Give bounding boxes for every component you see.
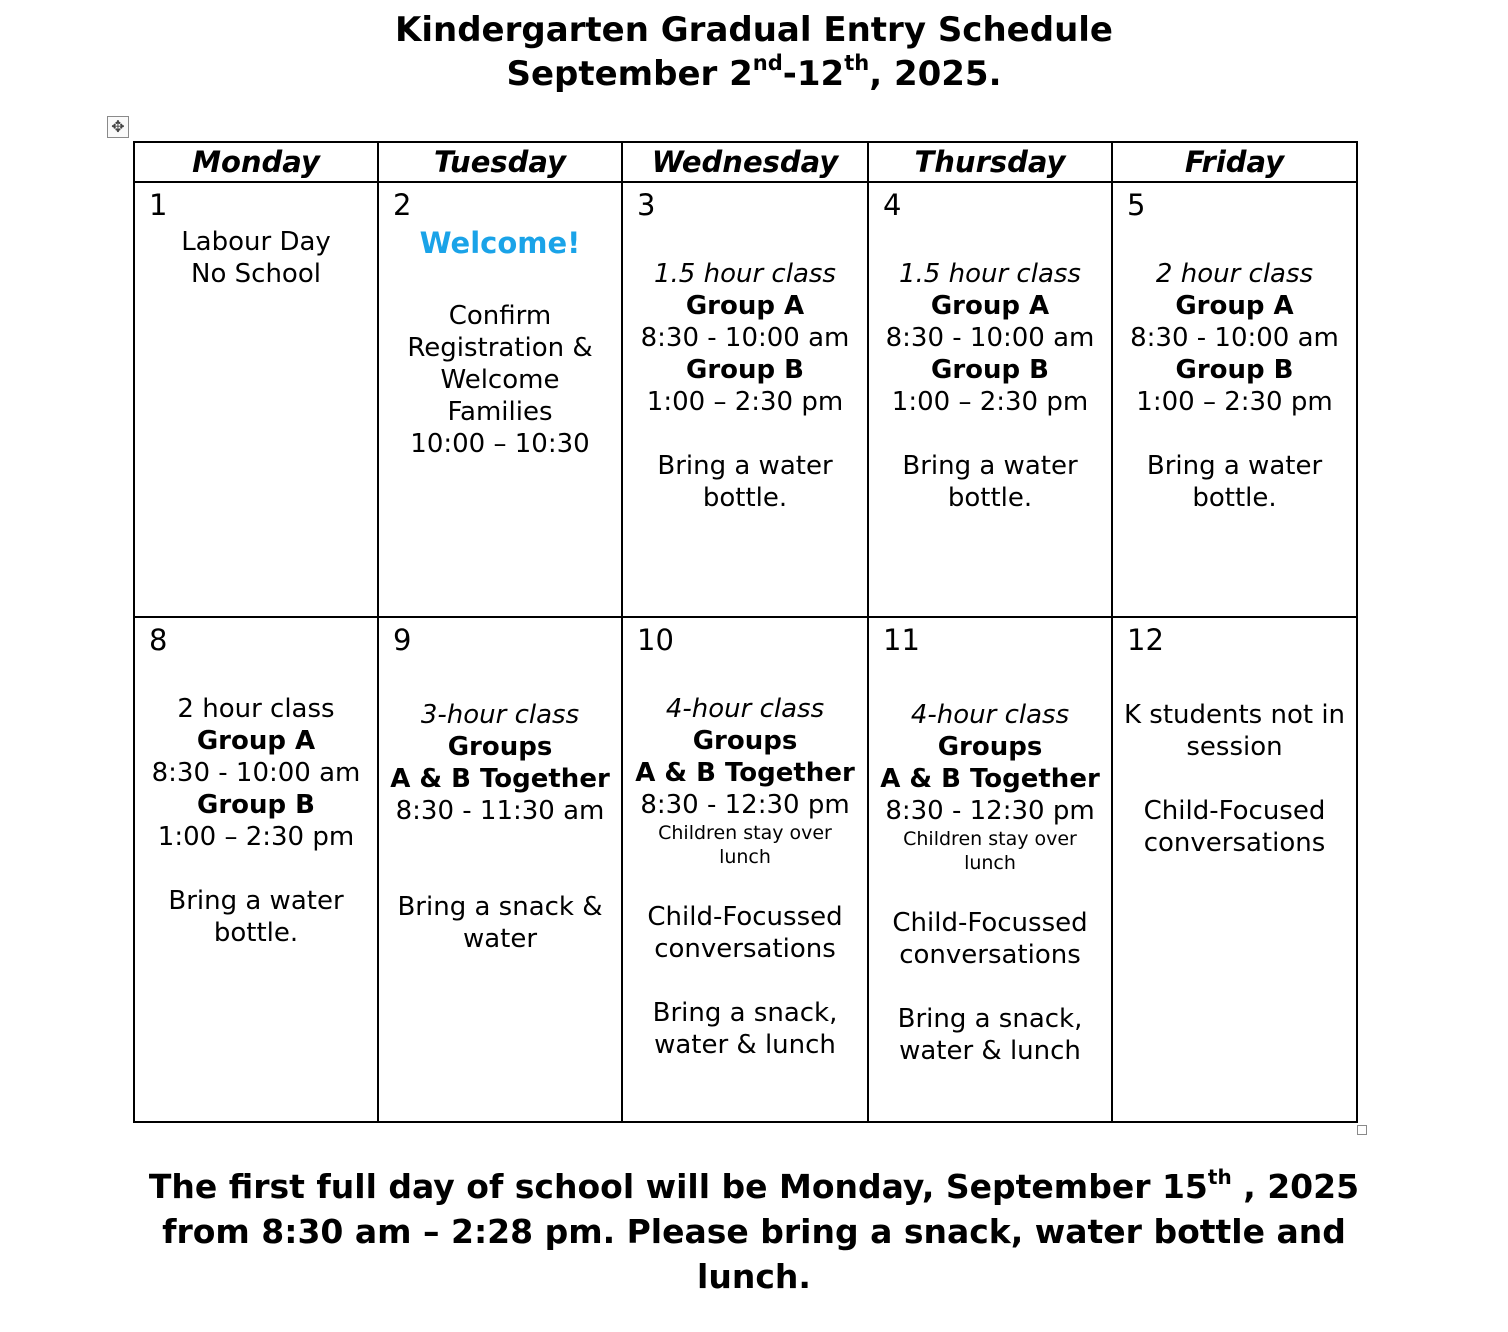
- weekday-header-row: [134, 142, 1357, 182]
- group-a-label: Group A: [685, 291, 805, 321]
- cell-sep-5: [1112, 182, 1357, 617]
- bring-note: Bring a snack,: [652, 998, 838, 1028]
- groups-together: A & B Together: [880, 764, 1100, 794]
- cell-sep-1: [134, 182, 378, 617]
- footer-note: [0, 1164, 1508, 1299]
- move-icon[interactable]: ✥: [107, 116, 129, 138]
- bring-note: water: [462, 924, 538, 954]
- day-number: 1: [149, 188, 168, 222]
- cell-sep-4: [868, 182, 1112, 617]
- group-a-label: Group A: [196, 726, 316, 756]
- resize-handle-icon[interactable]: [1357, 1125, 1367, 1135]
- class-length: 4-hour class: [910, 700, 1070, 730]
- group-a-time: 8:30 - 10:00 am: [151, 758, 361, 788]
- footer-year: , 2025: [1231, 1167, 1360, 1206]
- cell-sep-3: [622, 182, 868, 617]
- class-length: 2 hour class: [177, 694, 335, 724]
- title-line-1: Kindergarten Gradual Entry Schedule: [395, 10, 1113, 50]
- footer-line-2: from 8:30 am – 2:28 pm. Please bring a snack, water bottle and: [162, 1212, 1346, 1251]
- group-b-time: 1:00 – 2:30 pm: [157, 822, 355, 852]
- bring-note: bottle.: [947, 483, 1033, 513]
- lunch-note: Children stay over: [903, 828, 1077, 850]
- groups-together: A & B Together: [390, 764, 610, 794]
- day-number: 5: [1127, 188, 1146, 222]
- footer-text: The first full day of school will be Monday, September 15: [148, 1167, 1208, 1206]
- group-a-time: 8:30 - 10:00 am: [640, 323, 850, 353]
- group-b-label: Group B: [1175, 355, 1294, 385]
- cell-text: K students not in: [1123, 700, 1346, 730]
- groups-together: A & B Together: [635, 758, 855, 788]
- group-a-label: Group A: [1175, 291, 1294, 321]
- footer-line-1: [0, 1164, 1508, 1209]
- class-time: 8:30 - 12:30 pm: [885, 796, 1095, 826]
- groups-label: Groups: [692, 726, 798, 756]
- class-length: 3-hour class: [420, 700, 580, 730]
- day-number: 11: [883, 623, 920, 657]
- cell-text: session: [1186, 732, 1283, 762]
- class-length: 4-hour class: [665, 694, 825, 724]
- header-wednesday: Wednesday: [622, 142, 868, 182]
- day-number: 9: [393, 623, 412, 657]
- group-a-time: 8:30 - 10:00 am: [1130, 323, 1339, 353]
- conversation-note: conversations: [654, 934, 836, 964]
- cell-sep-8: [134, 617, 378, 1122]
- day-number: 3: [637, 188, 656, 222]
- group-b-label: Group B: [930, 355, 1049, 385]
- cell-text: Families: [447, 397, 553, 427]
- class-length: 1.5 hour class: [654, 259, 836, 289]
- title-date-end: -12: [782, 54, 845, 94]
- bring-note: water & lunch: [899, 1036, 1081, 1066]
- header-monday: Monday: [134, 142, 378, 182]
- cell-sep-2: [378, 182, 622, 617]
- lunch-note: Children stay over: [658, 822, 832, 844]
- group-b-time: 1:00 – 2:30 pm: [646, 387, 844, 417]
- footer-sup-th: th: [1207, 1165, 1232, 1189]
- group-b-time: 1:00 – 2:30 pm: [1136, 387, 1333, 417]
- group-b-label: Group B: [685, 355, 804, 385]
- schedule-table: [133, 141, 1358, 1123]
- groups-label: Groups: [937, 732, 1043, 762]
- group-b-label: Group B: [196, 790, 315, 820]
- welcome-heading: Welcome!: [419, 226, 581, 260]
- cell-time: 10:00 – 10:30: [410, 429, 590, 459]
- group-a-label: Group A: [930, 291, 1050, 321]
- group-b-time: 1:00 – 2:30 pm: [891, 387, 1089, 417]
- cell-sep-12: [1112, 617, 1357, 1122]
- title-date-start: September 2: [506, 54, 753, 94]
- day-number: 12: [1127, 623, 1164, 657]
- cell-text: Registration &: [407, 333, 593, 363]
- class-length: 1.5 hour class: [899, 259, 1081, 289]
- document-title: [0, 8, 1508, 96]
- week-1-row: [134, 182, 1357, 617]
- week-2-row: [134, 617, 1357, 1122]
- cell-sep-9: [378, 617, 622, 1122]
- cell-text: Labour Day: [181, 227, 331, 257]
- bring-note: bottle.: [702, 483, 788, 513]
- cell-sep-10: [622, 617, 868, 1122]
- day-number: 10: [637, 623, 674, 657]
- bring-note: Bring a water: [902, 451, 1078, 481]
- conversation-note: conversations: [899, 940, 1081, 970]
- bring-note: water & lunch: [654, 1030, 836, 1060]
- bring-note: Bring a water: [657, 451, 833, 481]
- day-number: 2: [393, 188, 412, 222]
- cell-sep-11: [868, 617, 1112, 1122]
- conversation-note: Child-Focussed: [647, 902, 843, 932]
- bring-note: Bring a snack &: [397, 892, 603, 922]
- bring-note: bottle.: [1192, 483, 1277, 513]
- day-number: 8: [149, 623, 168, 657]
- header-thursday: Thursday: [868, 142, 1112, 182]
- bring-note: Bring a water: [1146, 451, 1323, 481]
- bring-note: Bring a snack,: [897, 1004, 1083, 1034]
- title-sup-th: th: [844, 51, 870, 75]
- title-line-2: [0, 52, 1508, 96]
- bring-note: Bring a water: [168, 886, 344, 916]
- groups-label: Groups: [447, 732, 553, 762]
- bring-note: bottle.: [213, 918, 299, 948]
- conversation-note: Child-Focussed: [892, 908, 1088, 938]
- cell-text: Confirm: [448, 301, 552, 331]
- group-a-time: 8:30 - 10:00 am: [885, 323, 1095, 353]
- title-year: , 2025.: [869, 54, 1002, 94]
- day-number: 4: [883, 188, 902, 222]
- title-sup-nd: nd: [752, 51, 783, 75]
- header-friday: Friday: [1112, 142, 1357, 182]
- cell-text: Welcome: [440, 365, 560, 395]
- class-time: 8:30 - 11:30 am: [395, 796, 605, 826]
- conversation-note: conversations: [1143, 828, 1326, 858]
- header-tuesday: Tuesday: [378, 142, 622, 182]
- cell-text: No School: [191, 259, 321, 289]
- lunch-note: lunch: [964, 852, 1016, 874]
- conversation-note: Child-Focused: [1143, 796, 1326, 826]
- lunch-note: lunch: [719, 846, 771, 868]
- class-time: 8:30 - 12:30 pm: [640, 790, 850, 820]
- footer-line-3: lunch.: [697, 1257, 811, 1296]
- class-length: 2 hour class: [1155, 259, 1314, 289]
